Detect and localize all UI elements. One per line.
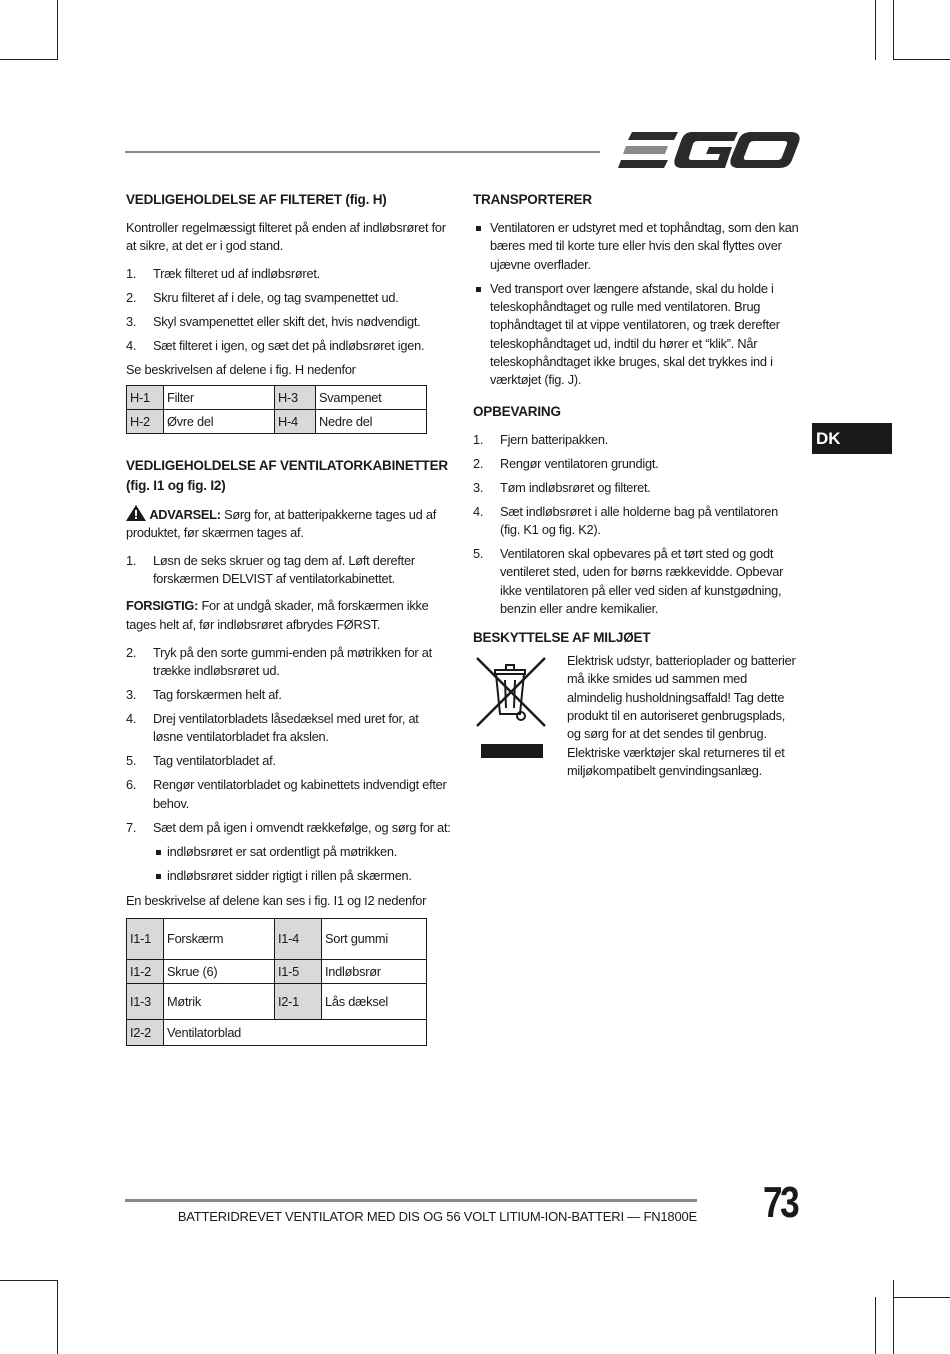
right-column (473, 190, 800, 780)
ego-logo (618, 130, 800, 172)
language-tab: DK (812, 423, 892, 454)
transport-heading: TRANSPORTERER (473, 192, 592, 207)
list-item: 1. Løsn de seks skruer og tag dem af. Løft derefter forskærmen DELVIST af ventilatorkabinettet. (126, 552, 415, 587)
environment-block (473, 652, 800, 780)
filter-parts-table (126, 385, 427, 434)
list-item: 4. Sæt filteret i igen, og sæt det på indløbsrøret igen. (126, 337, 425, 353)
list-item: 7. Sæt dem på igen i omvendt rækkefølge, og sørg for at: (126, 819, 451, 835)
list-item: indløbsrøret er sat ordentligt på møtrikken. (153, 843, 451, 861)
table-row: H-2 Øvre del H-4 Nedre del (127, 410, 427, 434)
list-item: 6. Rengør ventilatorbladet og kabinettets indvendigt efter behov. (126, 777, 447, 811)
cabinet-parts-table (126, 918, 427, 1046)
list-item: 4. Sæt indløbsrøret i alle holderne bag på ventilatoren (fig. K1 og fig. K2). (473, 503, 778, 537)
warning-icon (126, 505, 146, 521)
list-item: 4. Drej ventilatorbladets låsedæksel med uret for, at løsne ventilatorbladet fra akslen. (126, 711, 419, 745)
warning-note: ADVARSEL: Sørg for, at batteripakkerne tages ud af produktet, før skærmen tages af. (126, 507, 437, 541)
page-number: 73 (763, 1178, 798, 1227)
storage-heading: OPBEVARING (473, 403, 561, 419)
crop-mark (875, 1297, 876, 1354)
table-row: I1-3 Møtrik I2-1 Lås dæksel (127, 983, 427, 1019)
footer-rule (125, 1199, 697, 1202)
environment-heading: BESKYTTELSE AF MILJØET (473, 630, 651, 646)
cabinet-step-1 (126, 552, 451, 589)
cabinet-bullets (126, 843, 451, 886)
list-item: 2. Skru filteret af i dele, og tag svampenettet ud. (126, 289, 399, 305)
list-item: 5. Ventilatoren skal opbevares på et tørt sted og godt ventileret sted, uden for børns rækkevidde. Opbevar ikke ventilatoren på eller ved siden af kunstgødning, benzin eller andre kemikalier. (473, 545, 784, 616)
list-item: Ventilatoren er udstyret med et tophåndtag, som den kan bæres med til korte ture eller hvis den skal flyttes over ujævne overflader. (473, 219, 800, 274)
list-item: 1. Fjern batteripakken. (473, 431, 609, 447)
table-row: I1-2 Skrue (6) I1-5 Indløbsrør (127, 959, 427, 983)
weee-bin-icon (473, 652, 547, 764)
crop-mark (875, 0, 876, 60)
crop-mark (57, 0, 58, 60)
cabinet-heading: VEDLIGEHOLDELSE AF VENTILATORKABINETTER (fig. I1 og fig. I2) (126, 458, 448, 494)
list-item: 2. Rengør ventilatoren grundigt. (473, 455, 659, 471)
filter-heading: VEDLIGEHOLDELSE AF FILTERET (fig. H) (126, 192, 387, 207)
caution-note: FORSIGTIG: For at undgå skader, må forskærmen ikke tages helt af, før indløbsrøret afbrydes FØRST. (126, 598, 429, 632)
crop-mark (0, 1280, 57, 1281)
caution-label: FORSIGTIG: (126, 598, 199, 614)
crop-mark (893, 59, 950, 60)
crop-mark (0, 59, 57, 60)
transport-bullets (473, 219, 800, 390)
list-item: 2. Tryk på den sorte gummi-enden på møtrikken for at trække indløbsrøret ud. (126, 644, 432, 679)
crop-mark (893, 1297, 950, 1298)
list-item: Ved transport over længere afstande, skal du holde i teleskophåndtaget og rulle med ventilatoren. Brug tophåndtaget til at vippe ventilatoren, og træk derefter teleskophåndtaget ud, indtil du hører et “klik”. Når teleskophåndtaget ikke bruges, skal det trykkes ind i værktøjet (fig. J). (473, 280, 800, 390)
table-row: I1-1 Forskærm I1-4 Sort gummi (127, 918, 427, 959)
left-column (126, 190, 451, 1068)
crop-mark (57, 1280, 58, 1354)
list-item: indløbsrøret sidder rigtigt i rillen på skærmen. (153, 867, 451, 885)
header-rule (125, 151, 600, 153)
table-row: I2-2 Ventilatorblad (127, 1019, 427, 1045)
storage-steps (473, 431, 800, 618)
list-item: 3. Tag forskærmen helt af. (126, 687, 282, 703)
filter-steps (126, 265, 451, 355)
list-item: 3. Skyl svampenettet eller skift det, hvis nødvendigt. (126, 313, 421, 329)
list-item: 5. Tag ventilatorbladet af. (126, 753, 276, 769)
table-row: H-1 Filter H-3 Svampenet (127, 386, 427, 410)
filter-see-desc: Se beskrivelsen af delene i fig. H nedenfor (126, 361, 356, 377)
list-item: 1. Træk filteret ud af indløbsrøret. (126, 265, 320, 281)
footer-title: BATTERIDREVET VENTILATOR MED DIS OG 56 VOLT LITIUM-ION-BATTERI — FN1800E (177, 1209, 697, 1224)
list-item: 3. Tøm indløbsrøret og filteret. (473, 479, 651, 495)
environment-text: Elektrisk udstyr, batterioplader og batterier må ikke smides ud sammen med almindelig husholdningsaffald! Tag dette produkt til en autoriseret genbrugsplads, og sørg for at det sendes til genbrug. Elektriske værktøjer skal returneres til et miljøkompatibelt genvindingsanlæg. (567, 653, 796, 778)
crop-mark (893, 1280, 894, 1354)
warning-label: ADVARSEL: (149, 507, 221, 523)
crop-mark (893, 0, 894, 60)
cabinet-steps (126, 644, 451, 837)
filter-intro: Kontroller regelmæssigt filteret på enden af indløbsrøret for at sikre, at det er i god stand. (126, 220, 446, 254)
cabinet-see-desc: En beskrivelse af delene kan ses i fig. I1 og I2 nedenfor (126, 892, 427, 908)
